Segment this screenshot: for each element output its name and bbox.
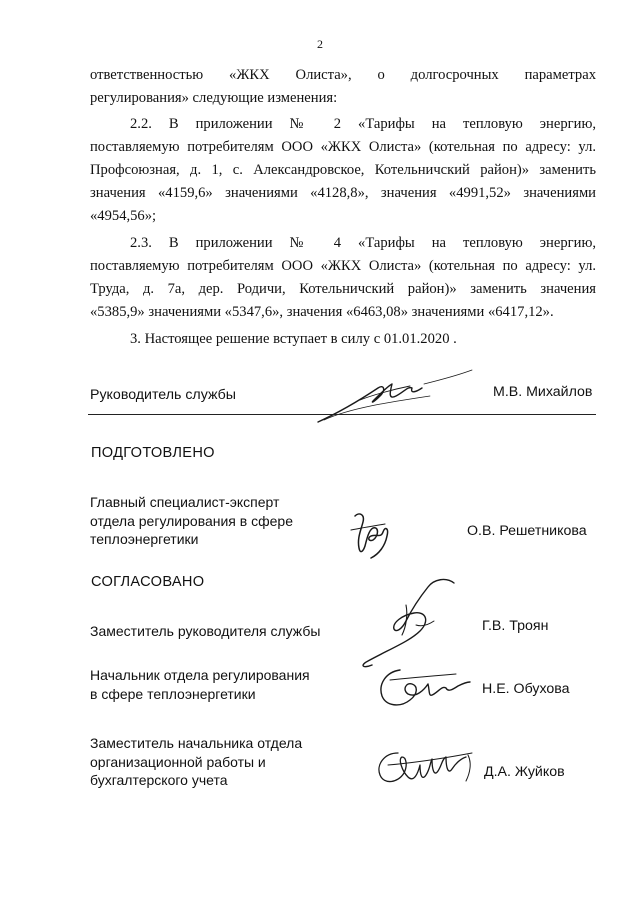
- agreed-name-3: Д.А. Жуйков: [484, 764, 565, 780]
- item-2-3-line-4: «5385,9» значениями «5347,6», значения «6463,08» значениями «6417,12».: [90, 304, 554, 320]
- agreed-heading: СОГЛАСОВАНО: [91, 574, 205, 590]
- item-2-2-line-3: Профсоюзная, д. 1, с. Александровское, Котельничский район)» заменить: [90, 162, 596, 178]
- agreed-role-1: [90, 622, 340, 641]
- item-2-2-line-4: значения «4159,6» значениями «4128,8», значения «4991,52» значениями: [90, 185, 596, 201]
- agreed-role-1-line-1: Заместитель руководителя службы: [90, 623, 321, 639]
- divider-line: [88, 414, 596, 415]
- agreed-role-3: [90, 734, 340, 790]
- item-2-3-line-1: 2.3. В приложении № 4 «Тарифы на тепловую энергию,: [130, 235, 596, 251]
- agreed-signature-image-3: [368, 745, 480, 795]
- intro-line-1: ответственностью «ЖКХ Олиста», о долгосрочных параметрах: [90, 67, 596, 83]
- prepared-heading: ПОДГОТОВЛЕНО: [91, 445, 215, 461]
- prepared-role: [90, 493, 330, 549]
- agreed-role-3-line-2: организационной работы и: [90, 753, 266, 770]
- agreed-role-3-line-3: бухгалтерского учета: [90, 772, 228, 788]
- agreed-signature-image-2: [372, 660, 472, 716]
- prepared-name: О.В. Решетникова: [467, 523, 587, 539]
- item-2-3-line-3: Труда, д. 7а, дер. Родичи, Котельничский район)» заменить значения: [90, 281, 596, 297]
- prepared-role-line-3: теплоэнергетики: [90, 531, 199, 547]
- agreed-role-2-line-1: Начальник отдела регулирования: [90, 667, 310, 683]
- prepared-signature-image: [345, 508, 405, 566]
- agreed-name-2: Н.Е. Обухова: [482, 681, 570, 697]
- prepared-role-line-1: Главный специалист-эксперт: [90, 494, 280, 510]
- item-2-2-line-5: «4954,56»;: [90, 208, 157, 224]
- agreed-name-1: Г.В. Троян: [482, 618, 549, 634]
- agreed-role-2-line-2: в сфере теплоэнергетики: [90, 685, 256, 702]
- head-role: Руководитель службы: [90, 387, 236, 403]
- item-2-3-line-2: поставляемую потребителям ООО «ЖКХ Олиста» (котельная по адресу: ул.: [90, 258, 596, 274]
- agreed-role-3-line-1: Заместитель начальника отдела: [90, 735, 303, 751]
- item-2-2-line-2: поставляемую потребителям ООО «ЖКХ Олиста» (котельная по адресу: ул.: [90, 139, 596, 155]
- head-signature-image: [300, 360, 480, 440]
- head-name: М.В. Михайлов: [493, 384, 593, 400]
- agreed-role-2: [90, 666, 340, 703]
- item-2-2-line-1: 2.2. В приложении № 2 «Тарифы на тепловую энергию,: [130, 116, 596, 132]
- page-number: 2: [317, 37, 323, 51]
- intro-line-2: регулирования» следующие изменения:: [90, 90, 338, 106]
- item-3: 3. Настоящее решение вступает в силу с 01.01.2020 .: [130, 331, 457, 347]
- prepared-role-line-2: отдела регулирования в сфере: [90, 512, 293, 529]
